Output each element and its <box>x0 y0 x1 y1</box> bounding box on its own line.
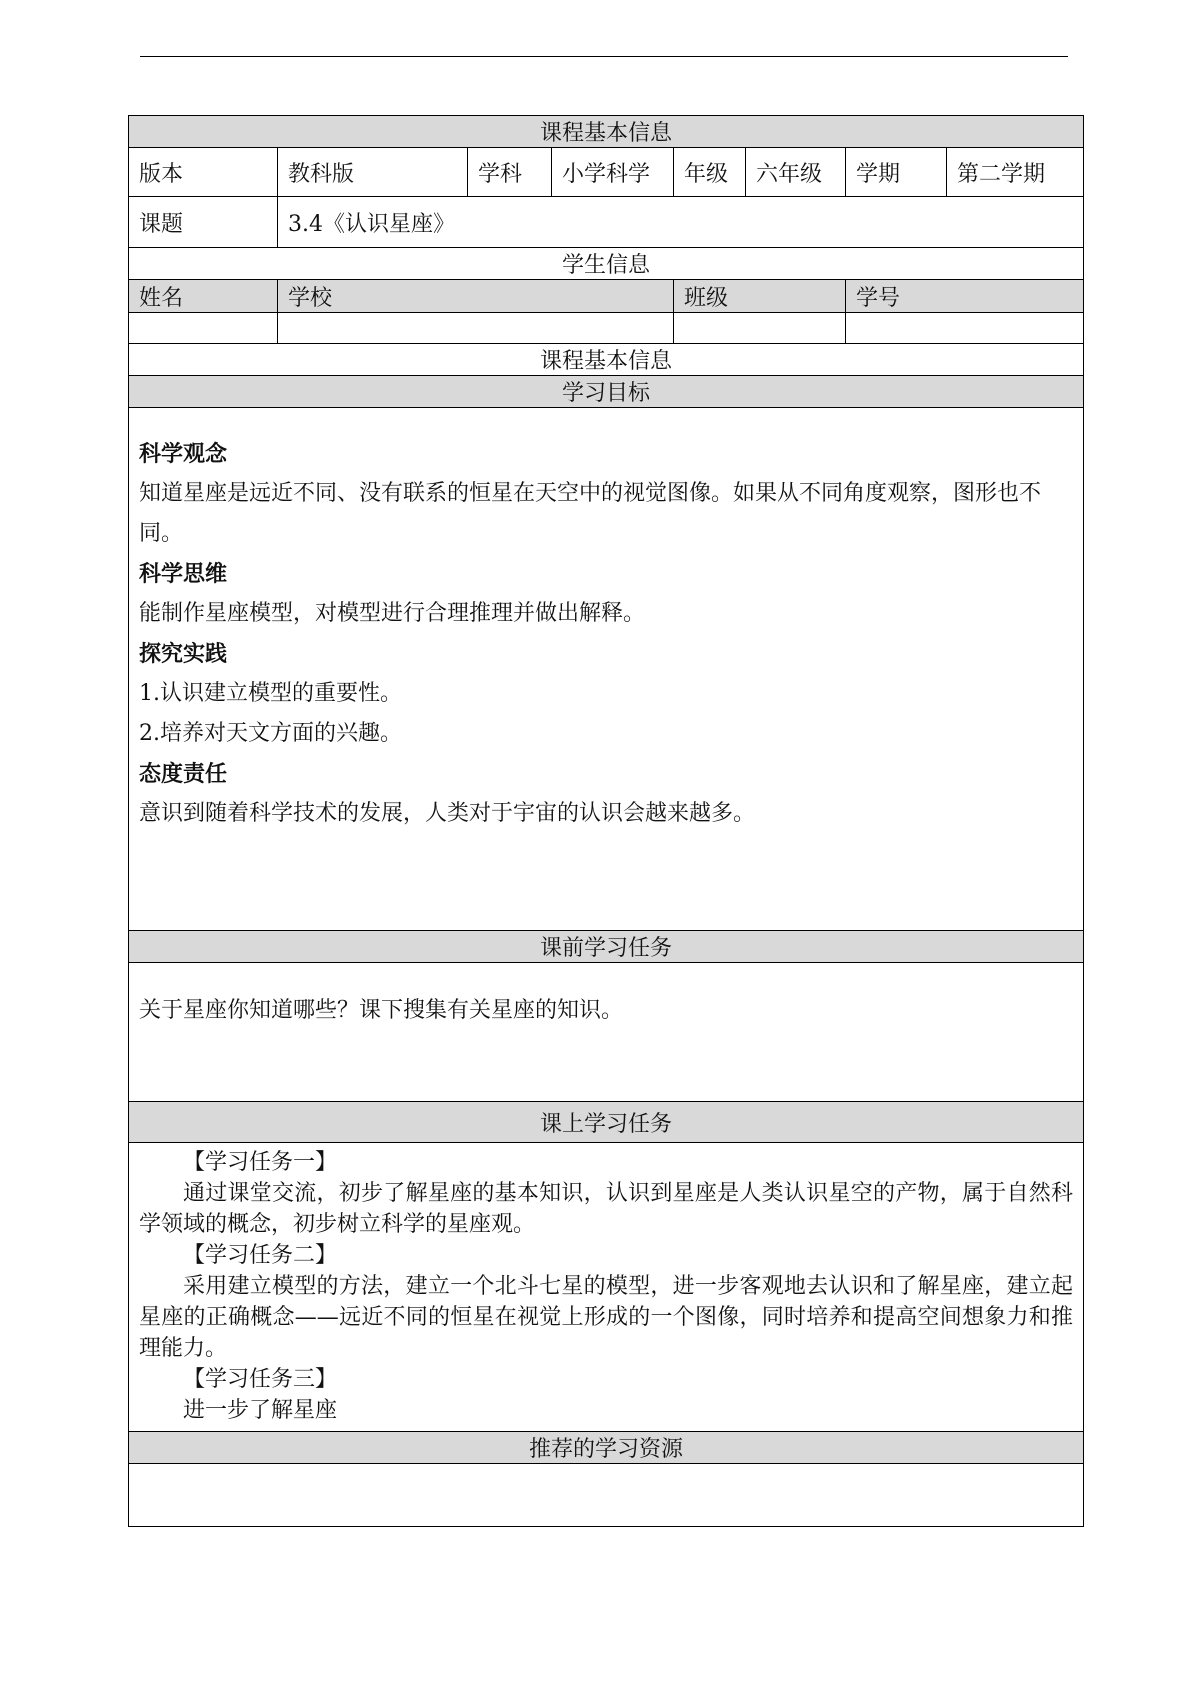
goal-text: 能制作星座模型，对模型进行合理推理并做出解释。 <box>139 601 646 626</box>
school-field[interactable] <box>278 313 674 344</box>
term-value: 第二学期 <box>947 148 1084 197</box>
resources-row <box>129 1464 1084 1527</box>
resources-header-row <box>129 1432 1084 1464</box>
student-id-field[interactable] <box>846 313 1084 344</box>
goal-heading: 探究实践 <box>139 641 228 667</box>
resources-content <box>129 1464 1084 1527</box>
pre-class-header-row <box>129 931 1084 963</box>
topic-label: 课题 <box>129 197 278 248</box>
course-info-header-row <box>129 116 1084 148</box>
student-input-row <box>129 313 1084 344</box>
task-label: 【学习任务三】 <box>183 1367 338 1392</box>
goals-row <box>129 408 1084 931</box>
pre-class-text: 关于星座你知道哪些？课下搜集有关星座的知识。 <box>129 963 1084 1102</box>
pre-class-row <box>129 963 1084 1102</box>
course-info-table <box>128 115 1084 1527</box>
goal-heading: 态度责任 <box>139 761 228 787</box>
term-label: 学期 <box>846 148 947 197</box>
goal-text: 意识到随着科学技术的发展，人类对于宇宙的认识会越来越多。 <box>139 801 756 826</box>
course-info-title: 课程基本信息 <box>129 116 1084 148</box>
subject-label: 学科 <box>468 148 552 197</box>
name-field[interactable] <box>129 313 278 344</box>
student-info-title: 学生信息 <box>129 248 1084 280</box>
header-rule <box>140 56 1068 57</box>
grade-value: 六年级 <box>746 148 846 197</box>
goal-heading: 科学思维 <box>139 561 228 587</box>
in-class-title: 课上学习任务 <box>129 1102 1084 1143</box>
subject-value: 小学科学 <box>552 148 674 197</box>
goal-text: 知道星座是远近不同、没有联系的恒星在天空中的视觉图像。如果从不同角度观察，图形也不同。 <box>139 481 1042 546</box>
resources-title: 推荐的学习资源 <box>129 1432 1084 1464</box>
class-field[interactable] <box>674 313 846 344</box>
goal-text: 2.培养对天文方面的兴趣。 <box>139 721 402 746</box>
in-class-content <box>129 1143 1084 1432</box>
name-label: 姓名 <box>129 280 278 313</box>
course-info-header-row-2 <box>129 344 1084 376</box>
school-label: 学校 <box>278 280 674 313</box>
edition-value: 教科版 <box>278 148 468 197</box>
goals-header-row <box>129 376 1084 408</box>
student-id-label: 学号 <box>846 280 1084 313</box>
goal-heading: 科学观念 <box>139 441 228 467</box>
grade-label: 年级 <box>674 148 746 197</box>
goal-text: 1.认识建立模型的重要性。 <box>139 681 402 706</box>
course-info-title-2: 课程基本信息 <box>129 344 1084 376</box>
task-text: 通过课堂交流，初步了解星座的基本知识，认识到星座是人类认识星空的产物，属于自然科学领域的概念，初步树立科学的星座观。 <box>139 1181 1074 1237</box>
pre-class-title: 课前学习任务 <box>129 931 1084 963</box>
class-label: 班级 <box>674 280 846 313</box>
topic-value: 3.4《认识星座》 <box>278 197 1084 248</box>
task-label: 【学习任务二】 <box>183 1243 338 1268</box>
student-info-header-row <box>129 248 1084 280</box>
basic-info-row <box>129 148 1084 197</box>
in-class-row <box>129 1143 1084 1432</box>
in-class-header-row <box>129 1102 1084 1143</box>
task-text: 进一步了解星座 <box>183 1398 338 1423</box>
goals-title: 学习目标 <box>129 376 1084 408</box>
student-fields-row <box>129 280 1084 313</box>
edition-label: 版本 <box>129 148 278 197</box>
task-label: 【学习任务一】 <box>183 1150 338 1175</box>
task-text: 采用建立模型的方法，建立一个北斗七星的模型，进一步客观地去认识和了解星座，建立起星座的正确概念——远近不同的恒星在视觉上形成的一个图像，同时培养和提高空间想象力和推理能力。 <box>139 1274 1074 1361</box>
topic-row <box>129 197 1084 248</box>
goals-content <box>129 408 1084 931</box>
